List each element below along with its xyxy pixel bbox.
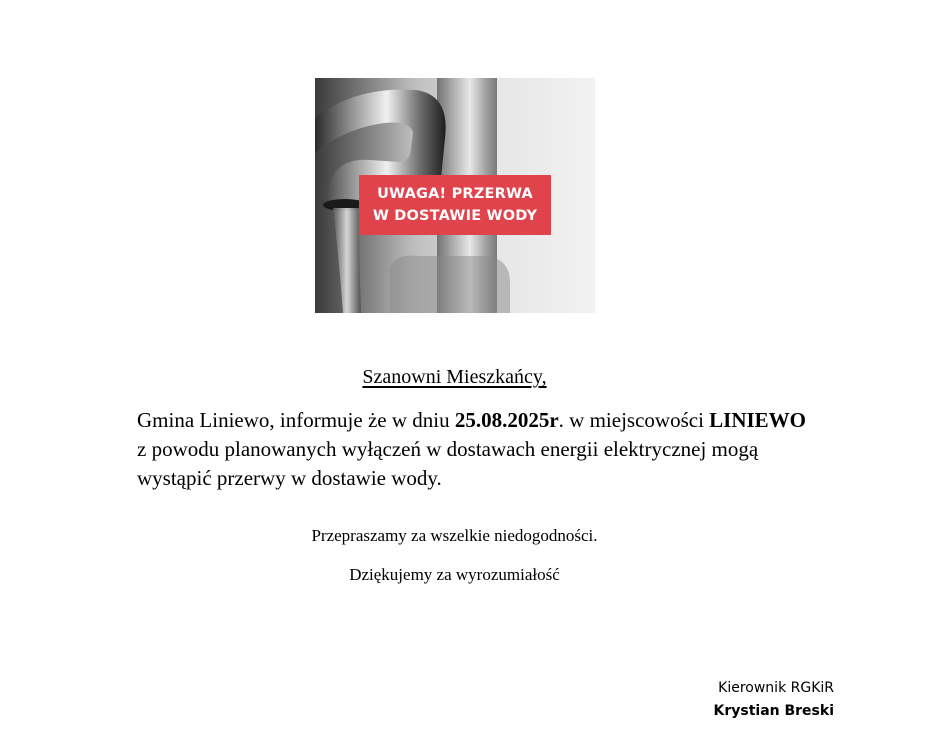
apology-text: Przepraszamy za wszelkie niedogodności. [311,526,598,545]
signature-name: Krystian Breski [713,703,834,719]
signature-role: Kierownik RGKiR [718,680,834,696]
outage-warning-line-2: W DOSTAWIE WODY [372,208,538,224]
water-outage-banner-image [315,78,595,313]
outage-location: LINIEWO [709,408,807,432]
outage-warning-label [359,175,551,235]
signature-block [713,677,834,723]
notice-text-3: z powodu planowanych wyłączeń w dostawach energii elektrycznej mogą wystąpić przerwy w dostawie wody. [137,437,759,490]
outage-notice-paragraph [137,406,817,493]
notice-text-1: Gmina Liniewo, informuje że w dniu [137,408,455,432]
notice-text-2: . w miejscowości [558,408,710,432]
greeting-heading: Szanowni Mieszkańcy, [362,366,547,388]
outage-warning-line-1: UWAGA! PRZERWA [377,186,533,202]
outage-date: 25.08.2025r [454,408,559,432]
thanks-text: Dziękujemy za wyrozumiałość [349,565,560,584]
